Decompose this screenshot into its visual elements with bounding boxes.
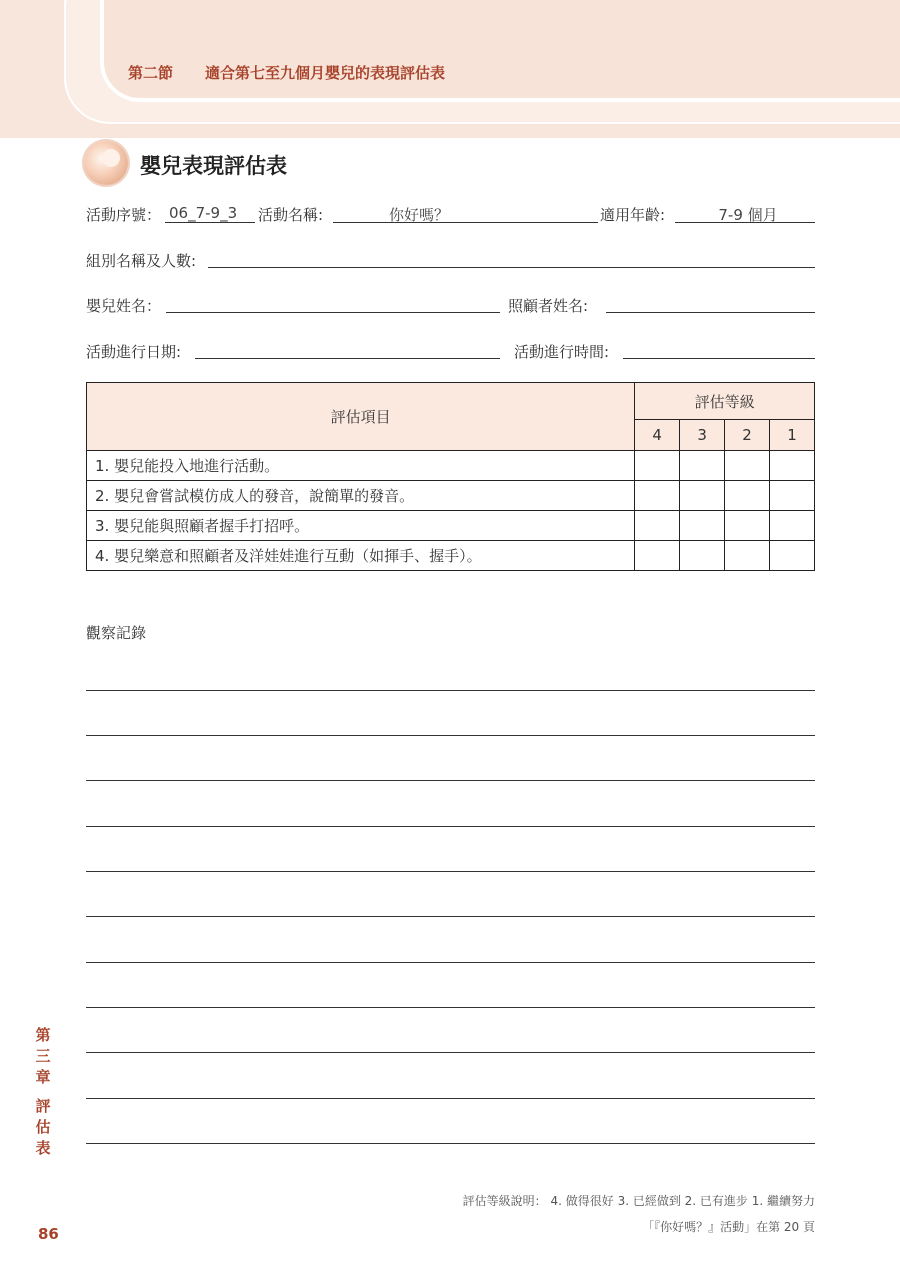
section-title: 適合第七至九個月嬰兒的表現評估表 <box>205 64 446 82</box>
activity-no-label: 活動序號： <box>86 206 162 224</box>
grade-cell-4[interactable] <box>635 541 680 571</box>
date-field[interactable] <box>195 358 500 359</box>
grade-1-header: 1 <box>770 420 815 451</box>
carer-name-field[interactable] <box>606 312 815 313</box>
sidebar-subtitle: 評估表 <box>35 1097 51 1157</box>
activity-name-value[interactable]: 你好嗎？ <box>388 206 449 224</box>
grade-3-header: 3 <box>680 420 725 451</box>
grade-cell-2[interactable] <box>725 481 770 511</box>
date-label: 活動進行日期: <box>86 343 182 361</box>
observation-line[interactable] <box>86 780 815 781</box>
observation-line[interactable] <box>86 826 815 827</box>
header-decoration-inner <box>100 0 900 102</box>
item-3: 3. 嬰兒能與照顧者握手打招呼。 <box>87 511 635 541</box>
observation-line[interactable] <box>86 690 815 691</box>
grade-cell-3[interactable] <box>680 541 725 571</box>
time-label: 活動進行時間: <box>514 343 610 361</box>
grade-cell-2[interactable] <box>725 541 770 571</box>
grade-cell-1[interactable] <box>770 511 815 541</box>
observation-line[interactable] <box>86 1098 815 1099</box>
baby-name-label: 嬰兒姓名： <box>86 297 162 315</box>
grade-cell-3[interactable] <box>680 451 725 481</box>
observation-line[interactable] <box>86 1143 815 1144</box>
observation-line[interactable] <box>86 1052 815 1053</box>
activity-no-underline <box>165 222 255 223</box>
activity-name-label: 活動名稱: <box>258 206 324 224</box>
grade-cell-1[interactable] <box>770 541 815 571</box>
grade-cell-1[interactable] <box>770 451 815 481</box>
observation-label: 觀察記錄 <box>86 624 147 642</box>
table-row <box>87 451 815 481</box>
grade-cell-2[interactable] <box>725 451 770 481</box>
grade-2-header: 2 <box>725 420 770 451</box>
form-title: 嬰兒表現評估表 <box>140 154 287 178</box>
carer-name-label: 照顧者姓名: <box>508 297 589 315</box>
page-reference: 「『你好嗎？』活動」在第 20 頁 <box>642 1220 815 1234</box>
section-number: 第二節 <box>128 64 174 82</box>
evaluation-table <box>86 382 815 571</box>
table-row <box>87 481 815 511</box>
grade-cell-1[interactable] <box>770 481 815 511</box>
grade-legend: 評估等級說明： 4. 做得很好 3. 已經做到 2. 已有進步 1. 繼續努力 <box>462 1194 815 1208</box>
group-field[interactable] <box>208 267 815 268</box>
page-number: 86 <box>38 1225 59 1243</box>
observation-line[interactable] <box>86 916 815 917</box>
grade-cell-4[interactable] <box>635 451 680 481</box>
age-label: 適用年齡: <box>600 206 666 224</box>
sidebar-chapter: 第三章 <box>35 1026 51 1086</box>
activity-no-value[interactable]: 06_7-9_3 <box>169 204 238 222</box>
item-1: 1. 嬰兒能投入地進行活動。 <box>87 451 635 481</box>
grade-cell-3[interactable] <box>680 481 725 511</box>
observation-line[interactable] <box>86 962 815 963</box>
grade-cell-2[interactable] <box>725 511 770 541</box>
table-row <box>87 541 815 571</box>
item-4: 4. 嬰兒樂意和照顧者及洋娃娃進行互動（如揮手、握手）。 <box>87 541 635 571</box>
group-label: 組別名稱及人數: <box>86 252 197 270</box>
bubble-icon <box>84 141 128 185</box>
item-header: 評估項目 <box>87 383 635 451</box>
item-2: 2. 嬰兒會嘗試模仿成人的發音，說簡單的發音。 <box>87 481 635 511</box>
grade-cell-4[interactable] <box>635 511 680 541</box>
time-field[interactable] <box>623 358 815 359</box>
grade-4-header: 4 <box>635 420 680 451</box>
grade-header: 評估等級 <box>635 383 815 420</box>
age-value[interactable]: 7-9 個月 <box>718 206 778 224</box>
section-heading <box>128 62 445 83</box>
grade-cell-3[interactable] <box>680 511 725 541</box>
baby-name-field[interactable] <box>166 312 500 313</box>
table-row <box>87 511 815 541</box>
grade-cell-4[interactable] <box>635 481 680 511</box>
observation-line[interactable] <box>86 871 815 872</box>
observation-line[interactable] <box>86 1007 815 1008</box>
observation-line[interactable] <box>86 735 815 736</box>
